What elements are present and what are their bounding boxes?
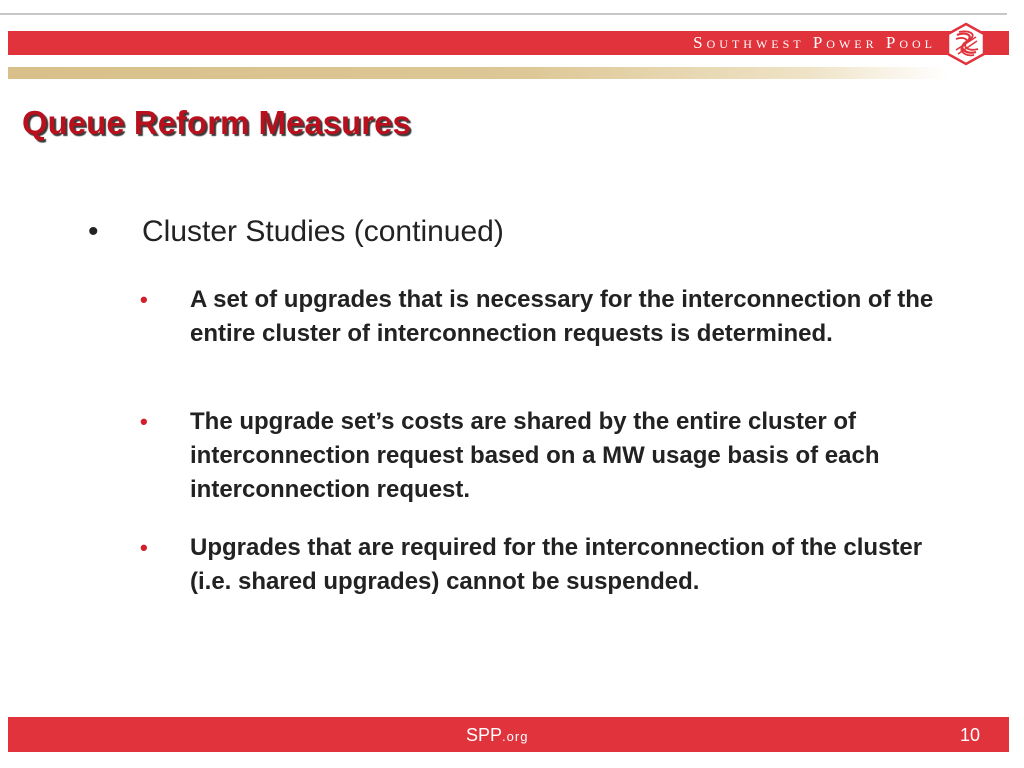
page-number: 10 bbox=[959, 725, 980, 745]
footer-site-link[interactable] bbox=[466, 724, 528, 746]
spp-hexagon-logo-icon bbox=[944, 22, 988, 66]
bullet-marker: • bbox=[140, 535, 148, 560]
sub-bullet bbox=[140, 283, 940, 351]
bullet-marker: • bbox=[88, 215, 99, 248]
footer-site-suffix: .org bbox=[502, 729, 529, 744]
brand-name: Southwest Power Pool bbox=[693, 33, 936, 52]
footer-site-main: SPP bbox=[466, 725, 503, 745]
sub-bullet bbox=[140, 405, 940, 507]
top-divider bbox=[0, 13, 1007, 15]
sub-bullet-text: Upgrades that are required for the interconnection of the cluster (i.e. shared upgrades) cannot be suspended. bbox=[190, 534, 923, 595]
sub-bullet-text: The upgrade set’s costs are shared by the entire cluster of interconnection request based on a MW usage basis of each interconnection request. bbox=[190, 408, 880, 503]
bullet-marker: • bbox=[140, 409, 148, 434]
bullet-marker: • bbox=[140, 287, 148, 312]
main-bullet-text: Cluster Studies (continued) bbox=[142, 215, 504, 248]
gold-accent-band bbox=[8, 67, 948, 79]
sub-bullet bbox=[140, 531, 940, 599]
sub-bullet-text: A set of upgrades that is necessary for the interconnection of the entire cluster of interconnection requests is determined. bbox=[190, 286, 934, 347]
slide-title: Queue Reform Measures bbox=[22, 104, 411, 141]
